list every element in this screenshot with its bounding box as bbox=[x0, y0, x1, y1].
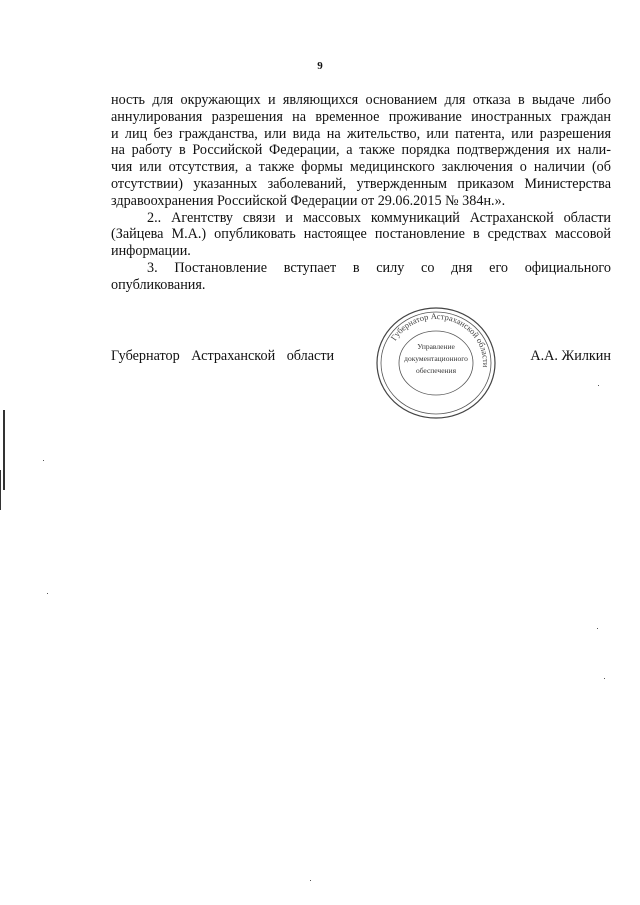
signatory-name: А.А. Жилкин bbox=[530, 348, 611, 364]
text-line: информации. bbox=[111, 243, 191, 260]
seal-center-line: Управление bbox=[417, 342, 455, 351]
text-line: 3. Постановление вступает в силу со дня его официального bbox=[147, 259, 611, 276]
paragraph-item-3 bbox=[111, 260, 611, 294]
text-line: 2.. Агентству связи и массовых коммуникаций Астраханской области bbox=[147, 209, 611, 226]
text-line: и лиц без гражданства, или вида на жительство, или патента, или разрешения bbox=[111, 125, 611, 142]
text-line: опубликования. bbox=[111, 276, 206, 293]
scan-speck bbox=[43, 460, 44, 461]
text-line: аннулирования разрешения на временное проживание иностранных граждан bbox=[111, 108, 611, 125]
scan-edge-mark bbox=[3, 410, 5, 490]
text-line: чия или отсутствия, а также формы медицинского заключения о наличии (об bbox=[111, 159, 611, 176]
scan-speck bbox=[310, 880, 311, 881]
scan-speck bbox=[598, 385, 599, 386]
official-stamp-icon bbox=[374, 306, 498, 420]
page-number: 9 bbox=[317, 60, 323, 72]
signatory-title: Губернатор Астраханской области bbox=[111, 348, 335, 364]
document-body bbox=[111, 92, 611, 294]
seal-center-line: документационного bbox=[404, 354, 468, 363]
scan-speck bbox=[604, 678, 605, 679]
text-line: (Зайцева М.А.) опубликовать настоящее постановление в средствах массовой bbox=[111, 226, 611, 243]
scan-edge-mark bbox=[0, 470, 1, 510]
seal-ring-text: Губернатор Астраханской области bbox=[388, 310, 492, 368]
paragraph-continuation bbox=[111, 92, 611, 210]
text-line: здравоохранения Российской Федерации от 29.06.2015 № 384н.». bbox=[111, 192, 506, 209]
paragraph-item-2 bbox=[111, 210, 611, 260]
seal-center-line: обеспечения bbox=[415, 366, 457, 375]
text-line: ность для окружающих и являющихся основанием для отказа в выдаче либо bbox=[111, 92, 611, 108]
text-line: отсутствии) указанных заболеваний, утвержденным приказом Министерства bbox=[111, 175, 611, 192]
scan-speck bbox=[47, 593, 48, 594]
scan-speck bbox=[597, 628, 598, 629]
text-line: на работу в Российской Федерации, а также порядка подтверждения их нали- bbox=[111, 142, 611, 159]
